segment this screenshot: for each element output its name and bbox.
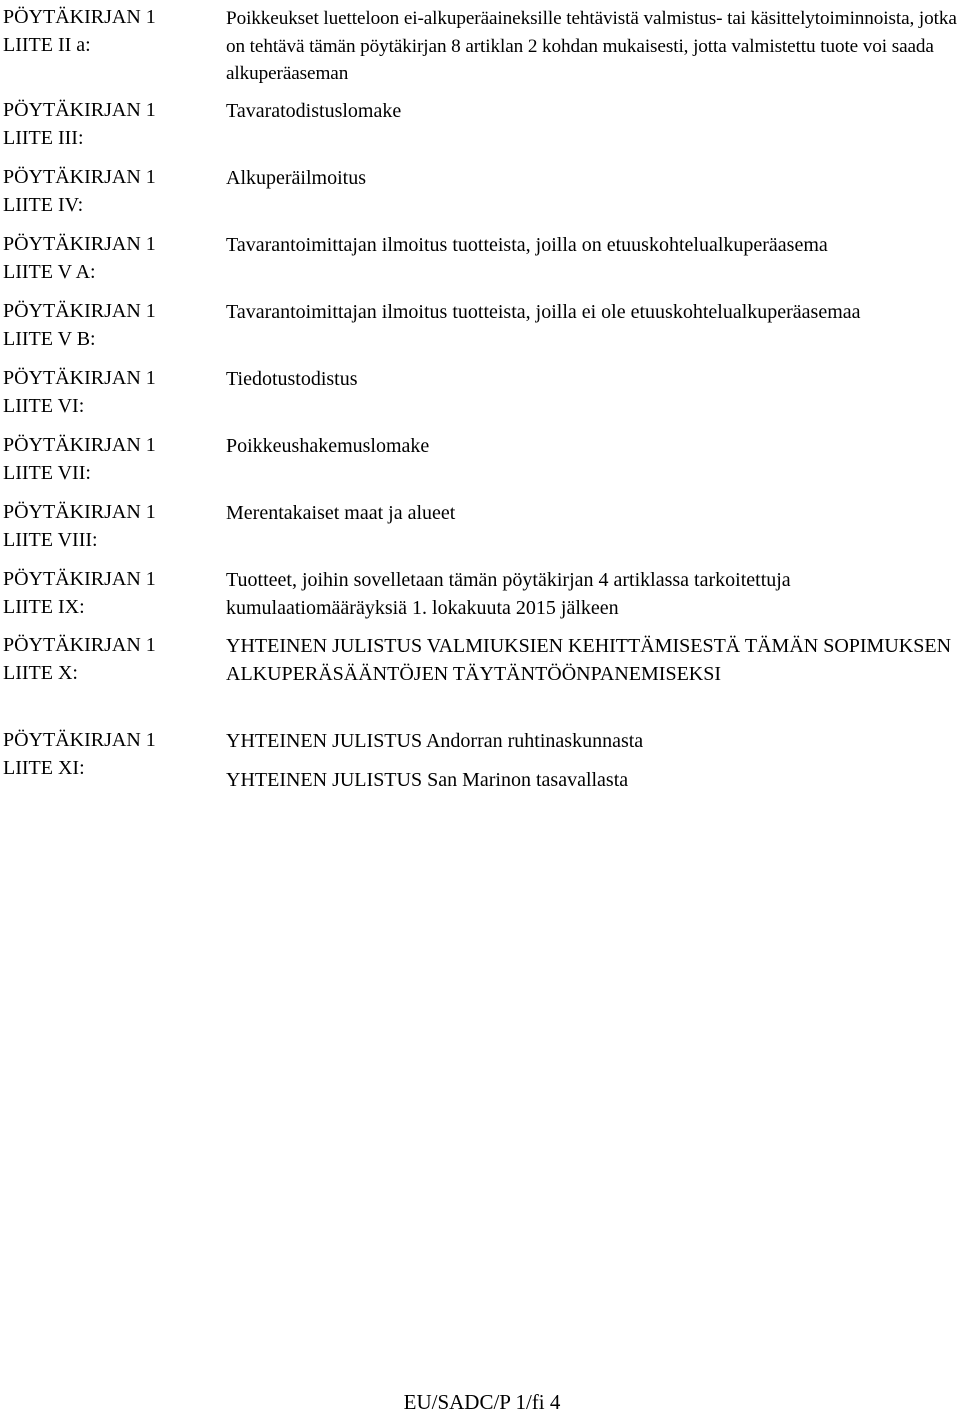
annex-reference xyxy=(3,726,218,782)
annex-title: Tavaratodistuslomake xyxy=(226,100,402,122)
annex-title: YHTEINEN JULISTUS Andorran ruhtinaskunnasta xyxy=(226,730,644,752)
protocol-label: PÖYTÄKIRJAN 1 xyxy=(3,434,156,456)
protocol-label: PÖYTÄKIRJAN 1 xyxy=(3,233,156,255)
annex-title: YHTEINEN JULISTUS VALMIUKSIEN KEHITTÄMISESTÄ TÄMÄN SOPIMUKSEN ALKUPERÄSÄÄNTÖJEN TÄYTÄNTÖÖNPANEMISEKSI xyxy=(226,635,952,685)
annex-reference xyxy=(3,631,218,687)
annex-label: LIITE X: xyxy=(3,662,78,684)
annex-title: Tavarantoimittajan ilmoitus tuotteista, joilla ei ole etuuskohtelualkuperäasemaa xyxy=(226,301,861,323)
annex-title: Poikkeushakemuslomake xyxy=(226,435,430,457)
annex-reference xyxy=(3,230,218,286)
annex-reference xyxy=(3,163,218,219)
annex-label: LIITE IV: xyxy=(3,194,84,216)
annex-reference xyxy=(3,3,218,59)
annex-reference xyxy=(3,431,218,487)
annex-title: Tavarantoimittajan ilmoitus tuotteista, joilla on etuuskohtelualkuperäasema xyxy=(226,234,828,256)
annex-label: LIITE VI: xyxy=(3,395,85,417)
page-footer-reference: EU/SADC/P 1/fi 4 xyxy=(403,1390,561,1414)
protocol-label: PÖYTÄKIRJAN 1 xyxy=(3,166,156,188)
annex-label: LIITE III: xyxy=(3,127,84,149)
protocol-label: PÖYTÄKIRJAN 1 xyxy=(3,300,156,322)
protocol-label: PÖYTÄKIRJAN 1 xyxy=(3,367,156,389)
protocol-label: PÖYTÄKIRJAN 1 xyxy=(3,729,156,751)
annex-label: LIITE XI: xyxy=(3,757,85,779)
annex-title: YHTEINEN JULISTUS San Marinon tasavallasta xyxy=(226,769,629,791)
annex-label: LIITE VII: xyxy=(3,462,91,484)
annex-title: Tiedotustodistus xyxy=(226,368,358,390)
protocol-label: PÖYTÄKIRJAN 1 xyxy=(3,501,156,523)
annex-label: LIITE VIII: xyxy=(3,529,98,551)
annex-label: LIITE II a: xyxy=(3,34,91,56)
annex-title: Merentakaiset maat ja alueet xyxy=(226,502,456,524)
annex-label: LIITE V A: xyxy=(3,261,96,283)
annex-reference xyxy=(3,565,218,621)
annex-reference xyxy=(3,498,218,554)
annex-label: LIITE V B: xyxy=(3,328,96,350)
annex-title: Poikkeukset luetteloon ei-alkuperäaineksille tehtävistä valmistus- tai käsittelytoiminnoista, jotka on tehtävä tämän pöytäkirjan 8 artiklan 2 kohdan mukaisesti, jotta valmistettu tuote voi saada alkuperäaseman xyxy=(226,8,957,84)
annex-title: Tuotteet, joihin sovelletaan tämän pöytäkirjan 4 artiklassa tarkoitettuja kumulaatiomääräyksiä 1. lokakuuta 2015 jälkeen xyxy=(226,569,791,619)
protocol-label: PÖYTÄKIRJAN 1 xyxy=(3,6,156,28)
protocol-label: PÖYTÄKIRJAN 1 xyxy=(3,634,156,656)
annex-reference xyxy=(3,96,218,152)
annex-label: LIITE IX: xyxy=(3,596,85,618)
protocol-label: PÖYTÄKIRJAN 1 xyxy=(3,568,156,590)
annex-reference xyxy=(3,364,218,420)
annex-title: Alkuperäilmoitus xyxy=(226,167,366,189)
protocol-label: PÖYTÄKIRJAN 1 xyxy=(3,99,156,121)
annex-reference xyxy=(3,297,218,353)
